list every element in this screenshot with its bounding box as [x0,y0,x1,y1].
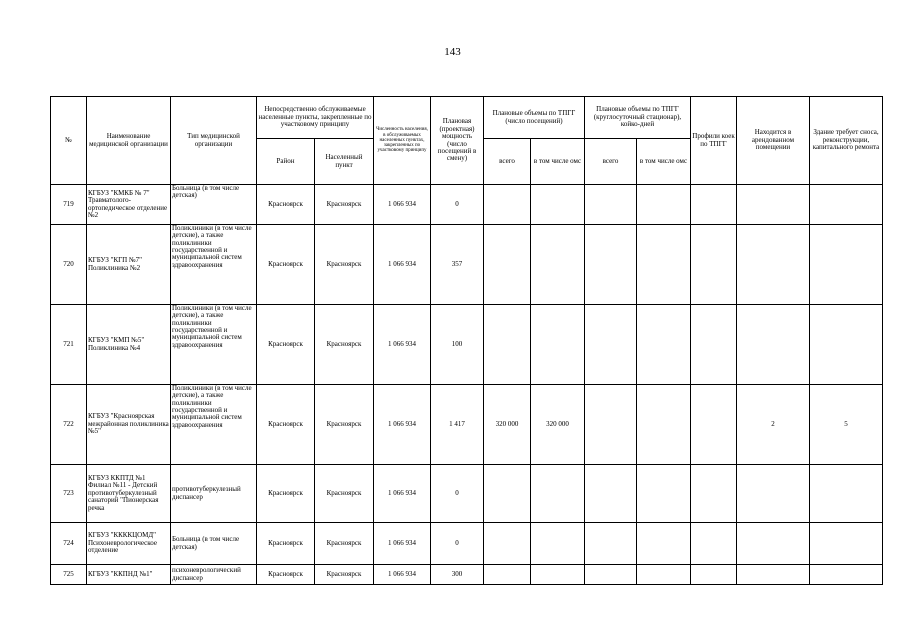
row-rented [737,305,810,385]
row-settlement: Красноярск [315,465,374,523]
row-district: Красноярск [257,565,315,585]
header-org-type: Тип медицинской организации [171,97,257,185]
row-beds-total [585,225,637,305]
row-org: КГБУЗ "Красноярская межрайонная поликлиника №5" [87,385,171,465]
row-beds-total [585,185,637,225]
row-num: 724 [51,523,87,565]
row-capacity: 0 [431,185,484,225]
row-org: КГБУЗ "КМКБ № 7" Травматолого-ортопедическое отделение №2 [87,185,171,225]
row-visits-oms [531,185,585,225]
row-beds-oms [637,185,691,225]
row-rented [737,465,810,523]
row-type: Поликлиники (в том числе детские), а также поликлиники государственной и муниципальной систем здравоохранения [171,225,257,305]
row-population: 1 066 934 [374,565,431,585]
row-district: Красноярск [257,185,315,225]
row-district: Красноярск [257,305,315,385]
row-num: 720 [51,225,87,305]
row-num: 721 [51,305,87,385]
row-renovation [810,523,883,565]
row-rented [737,185,810,225]
row-beds-total [585,465,637,523]
row-renovation [810,185,883,225]
row-org: КГБУЗ "ККПНД №1" [87,565,171,585]
row-capacity: 300 [431,565,484,585]
row-org: КГБУЗ ККПТД №1 Филиал №11 - Детский противотуберкулезный санаторий "Пионерская речка [87,465,171,523]
row-beds-total [585,565,637,585]
row-beds-total [585,385,637,465]
row-beds-total [585,305,637,385]
row-profiles [691,305,737,385]
row-beds-oms [637,465,691,523]
header-beds-total: всего [585,139,637,185]
row-visits-total [484,465,531,523]
row-rented [737,565,810,585]
row-district: Красноярск [257,523,315,565]
row-population: 1 066 934 [374,305,431,385]
row-type: противотуберкулезный диспансер [171,465,257,523]
row-visits-oms [531,465,585,523]
header-beds-group: Плановые объемы по ТПГГ (круглосуточный стационар), койко-дней [585,97,691,139]
row-type: Поликлиники (в том числе детские), а также поликлиники государственной и муниципальной систем здравоохранения [171,305,257,385]
row-district: Красноярск [257,465,315,523]
row-rented: 2 [737,385,810,465]
table-row [51,305,883,385]
table-row [51,465,883,523]
table-row [51,185,883,225]
header-district: Район [257,139,315,185]
row-visits-oms [531,565,585,585]
row-type: Больница (в том числе детская) [171,523,257,565]
row-num: 722 [51,385,87,465]
header-rented: Находится в арендованном помещении [737,97,810,185]
row-visits-oms [531,225,585,305]
header-settlement: Населенный пункт [315,139,374,185]
header-visits-group: Плановые объемы по ТПГГ (число посещений) [484,97,585,139]
row-type: психоневрологический диспансер [171,565,257,585]
header-visits-total: всего [484,139,531,185]
row-capacity: 357 [431,225,484,305]
header-capacity: Плановая (проектная) мощность (число посещений в смену) [431,97,484,185]
row-visits-total [484,565,531,585]
row-beds-oms [637,565,691,585]
header-org-name: Наименование медицинской организации [87,97,171,185]
row-capacity: 100 [431,305,484,385]
header-num: № [51,97,87,185]
row-visits-total: 320 000 [484,385,531,465]
row-renovation [810,305,883,385]
header-renovation: Здание требует сноса, реконструкции, капитального ремонта [810,97,883,185]
row-beds-total [585,523,637,565]
row-org: КГБУЗ "КГП №7" Поликлиника №2 [87,225,171,305]
row-settlement: Красноярск [315,225,374,305]
row-capacity: 1 417 [431,385,484,465]
row-visits-total [484,185,531,225]
page-number: 143 [444,46,461,58]
row-settlement: Красноярск [315,185,374,225]
row-settlement: Красноярск [315,565,374,585]
row-beds-oms [637,523,691,565]
row-beds-oms [637,225,691,305]
header-served-group: Непосредственно обслуживаемые населенные пункты, закрепленные по участковому принципу [257,97,374,139]
row-profiles [691,185,737,225]
table-row [51,565,883,585]
row-profiles [691,523,737,565]
header-beds-oms: в том числе омс [637,139,691,185]
row-capacity: 0 [431,523,484,565]
row-visits-oms [531,305,585,385]
row-org: КГБУЗ "КМП №5" Поликлиника №4 [87,305,171,385]
table-row [51,225,883,305]
row-renovation: 5 [810,385,883,465]
header-bed-profiles: Профили коек по ТПГГ [691,97,737,185]
header-population: Численность населения, в обслуживаемых населенных пунктах, закрепленных по участковому принципу [374,97,431,185]
row-visits-oms [531,523,585,565]
row-beds-oms [637,305,691,385]
row-renovation [810,225,883,305]
row-population: 1 066 934 [374,523,431,565]
row-visits-oms: 320 000 [531,385,585,465]
row-population: 1 066 934 [374,185,431,225]
row-type: Поликлиники (в том числе детские), а также поликлиники государственной и муниципальной систем здравоохранения [171,385,257,465]
row-visits-total [484,523,531,565]
row-visits-total [484,305,531,385]
row-profiles [691,225,737,305]
row-district: Красноярск [257,385,315,465]
row-type: Больница (в том числе детская) [171,185,257,225]
row-num: 719 [51,185,87,225]
registry-table [50,96,883,585]
row-district: Красноярск [257,225,315,305]
row-population: 1 066 934 [374,225,431,305]
row-settlement: Красноярск [315,305,374,385]
row-renovation [810,465,883,523]
row-visits-total [484,225,531,305]
row-population: 1 066 934 [374,385,431,465]
row-rented [737,523,810,565]
row-population: 1 066 934 [374,465,431,523]
row-settlement: Красноярск [315,523,374,565]
row-num: 725 [51,565,87,585]
row-profiles [691,385,737,465]
row-profiles [691,565,737,585]
header-visits-oms: в том числе омс [531,139,585,185]
table-row [51,523,883,565]
row-org: КГБУЗ "ККККЦОМД" Психоневрологическое отделение [87,523,171,565]
table-row [51,385,883,465]
row-rented [737,225,810,305]
row-settlement: Красноярск [315,385,374,465]
row-capacity: 0 [431,465,484,523]
row-renovation [810,565,883,585]
row-beds-oms [637,385,691,465]
row-profiles [691,465,737,523]
row-num: 723 [51,465,87,523]
